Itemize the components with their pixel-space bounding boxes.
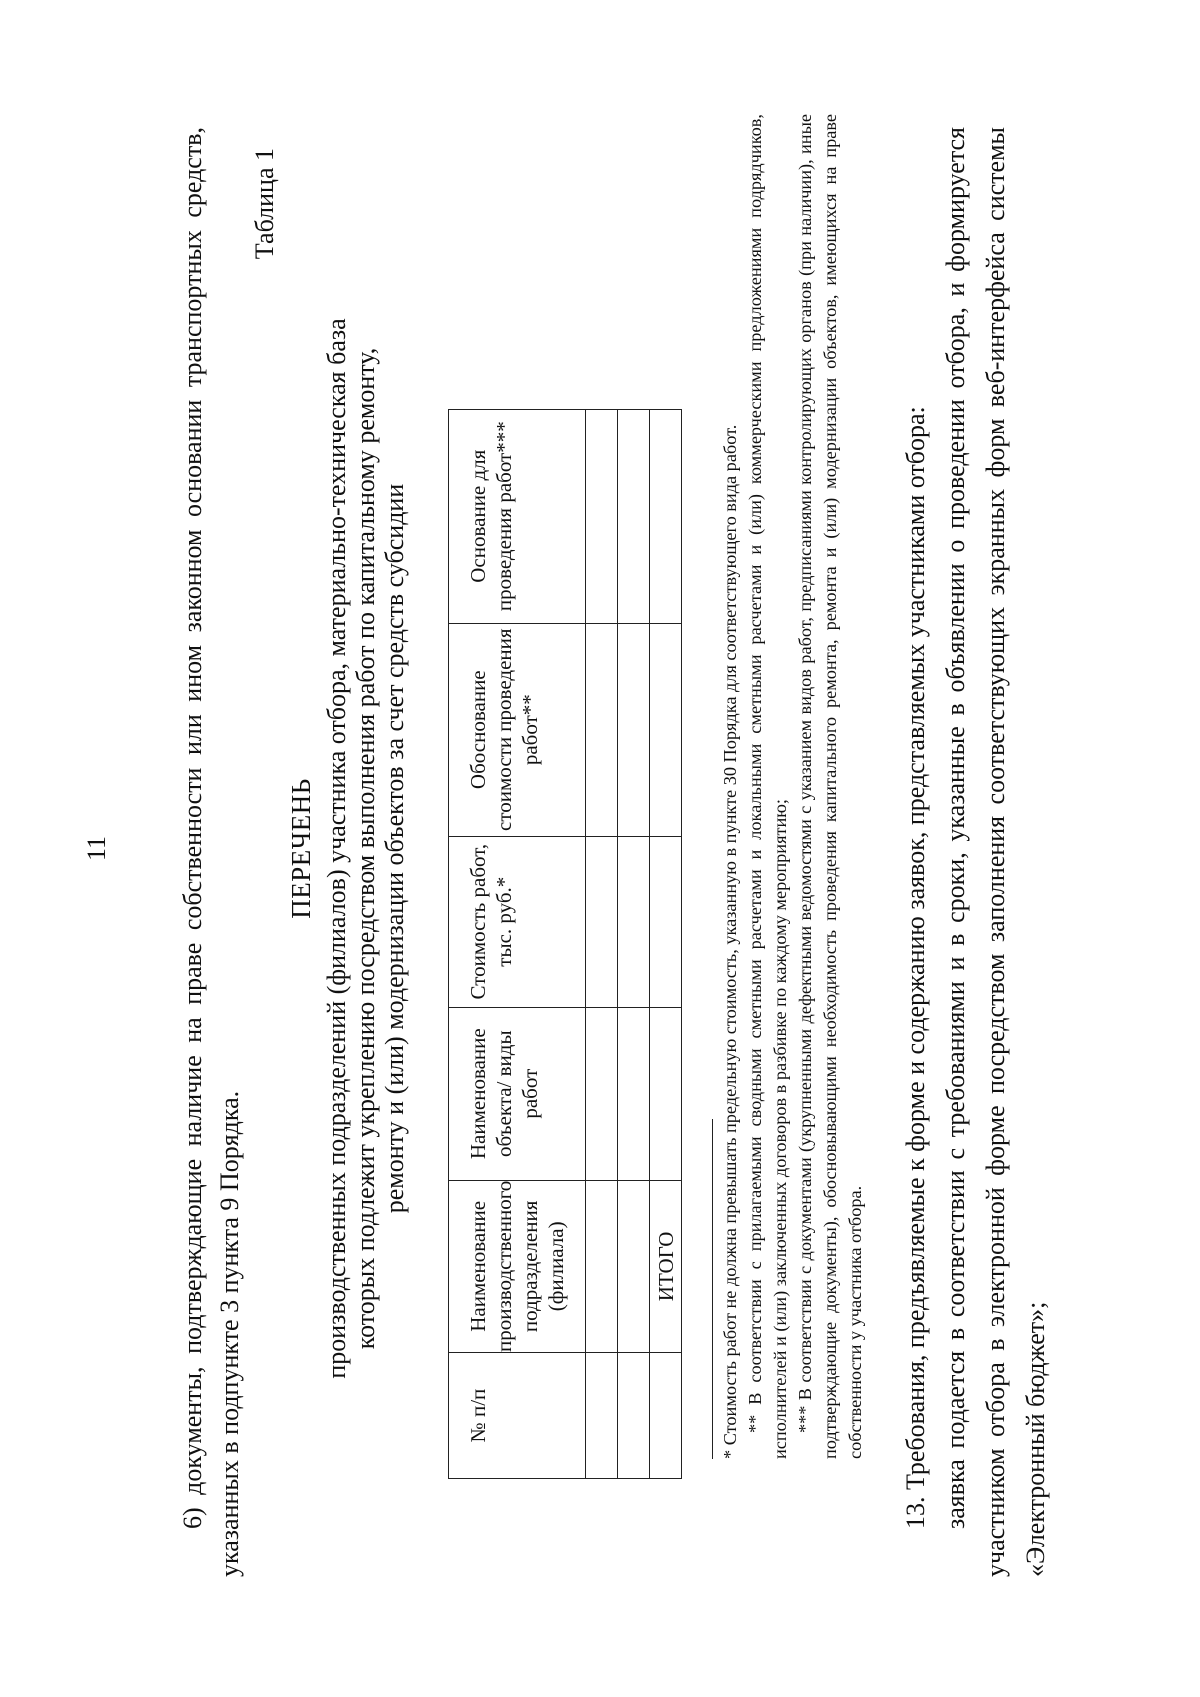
table-row <box>618 409 650 1478</box>
table-title <box>287 300 409 1397</box>
footnote-3: *** В соответствии с документами (укрупненными дефектными ведомостями с указанием видов работ, предписаниями контролирующих органов (при наличии), иные подтверждающие документы), обосновывающими необходимость проведения капитального ремонта, ремонта и (или) модернизации объектов, имеющихся на праве собственности у участника отбора. <box>795 114 865 1459</box>
table-cell <box>586 1353 618 1479</box>
table-cell <box>586 409 618 623</box>
table-cell <box>618 836 650 1007</box>
table-label: Таблица 1 <box>250 148 279 260</box>
table-cell <box>586 1007 618 1180</box>
header-basis: Основание для проведения работ*** <box>449 409 586 623</box>
header-cost-justification: Обоснование стоимости проведения работ** <box>449 623 586 836</box>
works-table <box>448 409 682 1479</box>
table-cell <box>650 623 682 836</box>
table-cell <box>650 836 682 1007</box>
table-cell <box>618 409 650 623</box>
table-header-row <box>449 409 586 1478</box>
section-13-heading: 13. Требования, предъявляемые к форме и содержанию заявок, представляемых участниками отбора: <box>901 406 930 1529</box>
header-subdivision: Наименование производственного подразделения (филиала) <box>449 1180 586 1352</box>
table-row <box>586 409 618 1478</box>
title-heading: ПЕРЕЧЕНЬ <box>286 778 316 919</box>
paragraph-6: 6) документы, подтверждающие наличие на праве собственности или ином законном основании транспортных средств, указанных в подпункте 3 пункта 9 Порядка. <box>178 127 244 1577</box>
header-object: Наименование объекта/ виды работ <box>449 1007 586 1180</box>
total-label: ИТОГО <box>650 1180 682 1352</box>
table-cell <box>586 836 618 1007</box>
table-cell <box>586 1180 618 1352</box>
table-cell <box>618 1180 650 1352</box>
footnote-1: * Стоимость работ не должна превышать предельную стоимость, указанную в пункте 30 Порядка для соответствующего вида работ. <box>720 424 740 1459</box>
table-cell <box>618 623 650 836</box>
table-cell <box>650 409 682 623</box>
table-cell <box>650 1353 682 1479</box>
table-total-row <box>650 409 682 1478</box>
section-13-text: заявка подается в соответствии с требованиями и в сроки, указанные в объявлении о проведении отбора, и формируется участником отбора в электронной форме посредством заполнения соответствующих экранных форм веб-интерфейса системы «Электронный бюджет»; <box>941 127 1050 1577</box>
table-cell <box>618 1353 650 1479</box>
table-cell <box>650 1007 682 1180</box>
table-cell <box>586 623 618 836</box>
footnote-2: ** В соответствии с прилагаемыми сводными сметными расчетами и локальными сметными расчетами и (или) коммерческими предложениями подрядчиков, исполнителей и (или) заключенных договоров в разбивке по каждому мероприятию; <box>745 114 790 1459</box>
footnotes <box>706 114 868 1459</box>
header-number: № п/п <box>449 1353 586 1479</box>
header-cost: Стоимость работ, тыс. руб.* <box>449 836 586 1007</box>
section-13 <box>896 127 1056 1577</box>
title-description: производственных подразделений (филиалов) участника отбора, материально-техническая база которых подлежит укреплению посредством выполнения работ по капитальному ремонту, ремонту и (или) модернизации объектов за счет средств субсидии <box>322 318 409 1379</box>
page-number: 11 <box>82 835 111 862</box>
table-cell <box>618 1007 650 1180</box>
